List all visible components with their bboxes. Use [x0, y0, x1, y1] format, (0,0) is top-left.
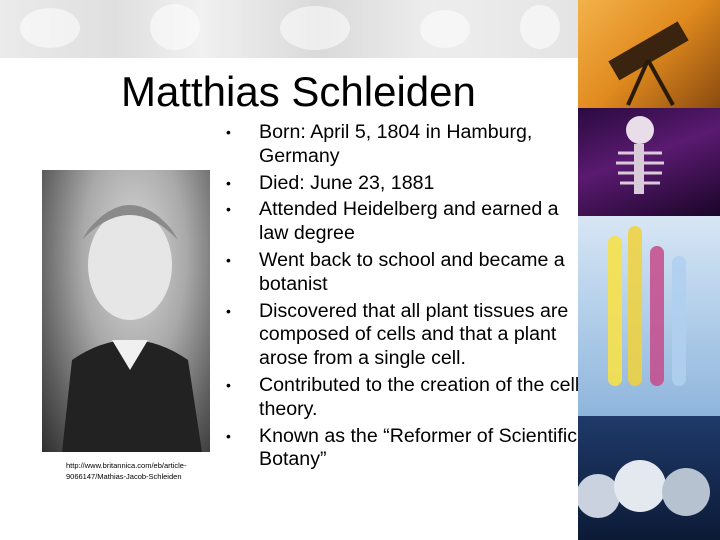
bullet-item	[226, 121, 586, 169]
bullet-text: Attended Heidelberg and earned a law degree	[259, 198, 559, 245]
skeleton-image	[578, 108, 720, 216]
bullet-item	[226, 249, 586, 297]
decorative-banner	[0, 0, 578, 58]
bullet-icon: •	[226, 201, 231, 218]
bullet-list	[226, 121, 586, 475]
portrait-photo	[42, 170, 210, 452]
bullet-item	[226, 300, 586, 371]
bullet-text: Discovered that all plant tissues are composed of cells and that a plant arose from a single cell.	[259, 299, 569, 370]
bullet-text: Died: June 23, 1881	[259, 171, 435, 194]
bullet-text: Known as the “Reformer of Scientific Botany”	[259, 424, 577, 471]
bullet-icon: •	[226, 376, 231, 393]
bullet-icon: •	[226, 124, 231, 140]
bullet-icon: •	[226, 427, 231, 444]
bullet-icon: •	[226, 174, 231, 191]
telescope-image	[578, 0, 720, 108]
bullet-icon: •	[226, 302, 231, 319]
slide-title: Matthias Schleiden	[121, 68, 476, 115]
bullet-item	[226, 198, 586, 246]
bullet-item	[226, 425, 586, 473]
bullet-item	[226, 172, 586, 196]
bullet-text: Went back to school and became a botanist	[259, 248, 565, 295]
image-caption: http://www.britannica.com/eb/article-9066147/Mathias-Jacob-Schleiden	[66, 461, 187, 481]
bullet-text: Contributed to the creation of the cell theory.	[259, 373, 580, 420]
bullet-item	[226, 374, 586, 422]
decorative-image-column	[578, 0, 720, 540]
newtons-cradle-image	[578, 416, 720, 540]
bullet-text: Born: April 5, 1804 in Hamburg, Germany	[259, 121, 533, 167]
test-tubes-image	[578, 216, 720, 416]
bullet-icon: •	[226, 251, 231, 268]
